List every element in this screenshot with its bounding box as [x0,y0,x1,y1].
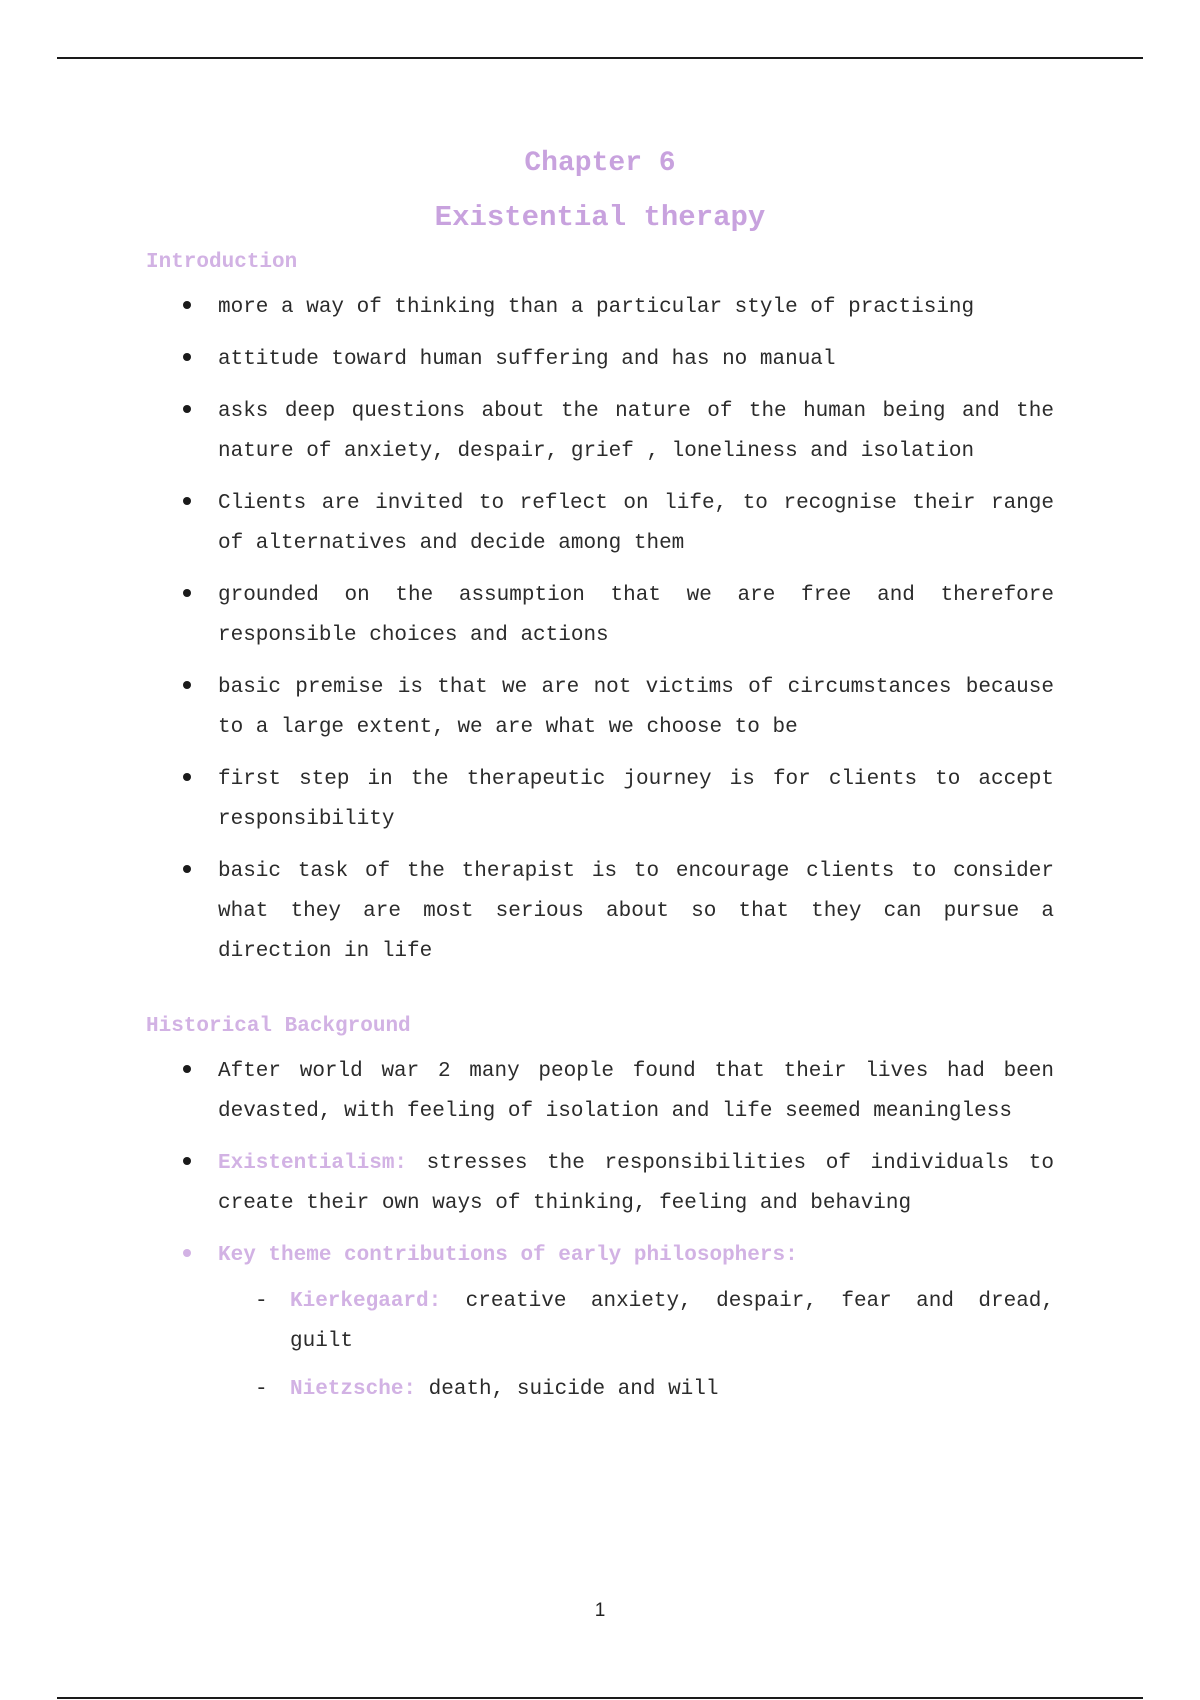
philosopher-text [290,1282,1054,1362]
list-item-text: more a way of thinking than a particular style of practising [218,296,975,319]
bullet-icon [183,1065,191,1073]
bullet-icon [183,865,191,873]
page-content [146,130,1054,1422]
existentialism-definition: stresses the responsibilities of individuals to create their own ways of thinking, feeling and behaving [218,1152,1054,1215]
chapter-title: Chapter 6 [524,148,676,179]
footer-rule [57,1697,1143,1699]
page-number: 1 [594,1600,606,1621]
list-item-text: basic premise is that we are not victims of circumstances because to a large extent, we are what we choose to be [218,676,1054,739]
bullet-icon [183,1157,191,1165]
list-item [146,288,1054,328]
list-item-text: Clients are invited to reflect on life, to recognise their range of alternatives and decide among them [218,492,1054,555]
introduction-list [146,288,1054,972]
philosopher-item [218,1282,1054,1362]
philosopher-contribution: death, suicide and will [416,1378,719,1401]
philosopher-item [218,1370,1054,1410]
bullet-icon [183,301,191,309]
list-item-text: After world war 2 many people found that their lives had been devasted, with feeling of isolation and life seemed meaningless [218,1060,1054,1123]
bullet-icon [183,353,191,361]
list-item [146,668,1054,748]
list-item-text: basic task of the therapist is to encourage clients to consider what they are most serious about so that they can pursue a direction in life [218,860,1054,963]
list-item [146,1052,1054,1132]
term-existentialism: Existentialism: [218,1152,408,1175]
list-item [146,1236,1054,1410]
dash-icon: - [255,1378,268,1401]
section-heading-historical-background: Historical Background [146,1015,411,1038]
section-heading-introduction: Introduction [146,251,298,274]
list-item-text [218,1144,1054,1224]
bullet-icon [183,1249,191,1257]
dash-icon: - [255,1290,268,1313]
list-item-text: first step in the therapeutic journey is for clients to accept responsibility [218,768,1054,831]
list-item [146,484,1054,564]
list-item [146,1144,1054,1224]
list-item [146,852,1054,972]
list-item [146,576,1054,656]
philosopher-text [290,1370,1054,1410]
list-item [146,340,1054,380]
list-item-text: asks deep questions about the nature of the human being and the nature of anxiety, despair, grief , loneliness and isolation [218,400,1054,463]
historical-background-list [146,1052,1054,1410]
chapter-subtitle: Existential therapy [434,201,766,234]
header-rule [57,57,1143,59]
philosopher-name: Nietzsche: [290,1378,417,1401]
philosopher-contribution: creative anxiety, despair, fear and dread, guilt [290,1290,1054,1353]
philosopher-name: Kierkegaard: [290,1290,442,1313]
key-theme-heading: Key theme contributions of early philosophers: [218,1244,798,1267]
list-item [146,760,1054,840]
list-item [146,392,1054,472]
bullet-icon [183,497,191,505]
philosophers-list [218,1282,1054,1410]
bullet-icon [183,405,191,413]
bullet-icon [183,681,191,689]
bullet-icon [183,773,191,781]
list-item-text: grounded on the assumption that we are free and therefore responsible choices and actions [218,584,1054,647]
bullet-icon [183,589,191,597]
list-item-text: attitude toward human suffering and has no manual [218,348,836,371]
